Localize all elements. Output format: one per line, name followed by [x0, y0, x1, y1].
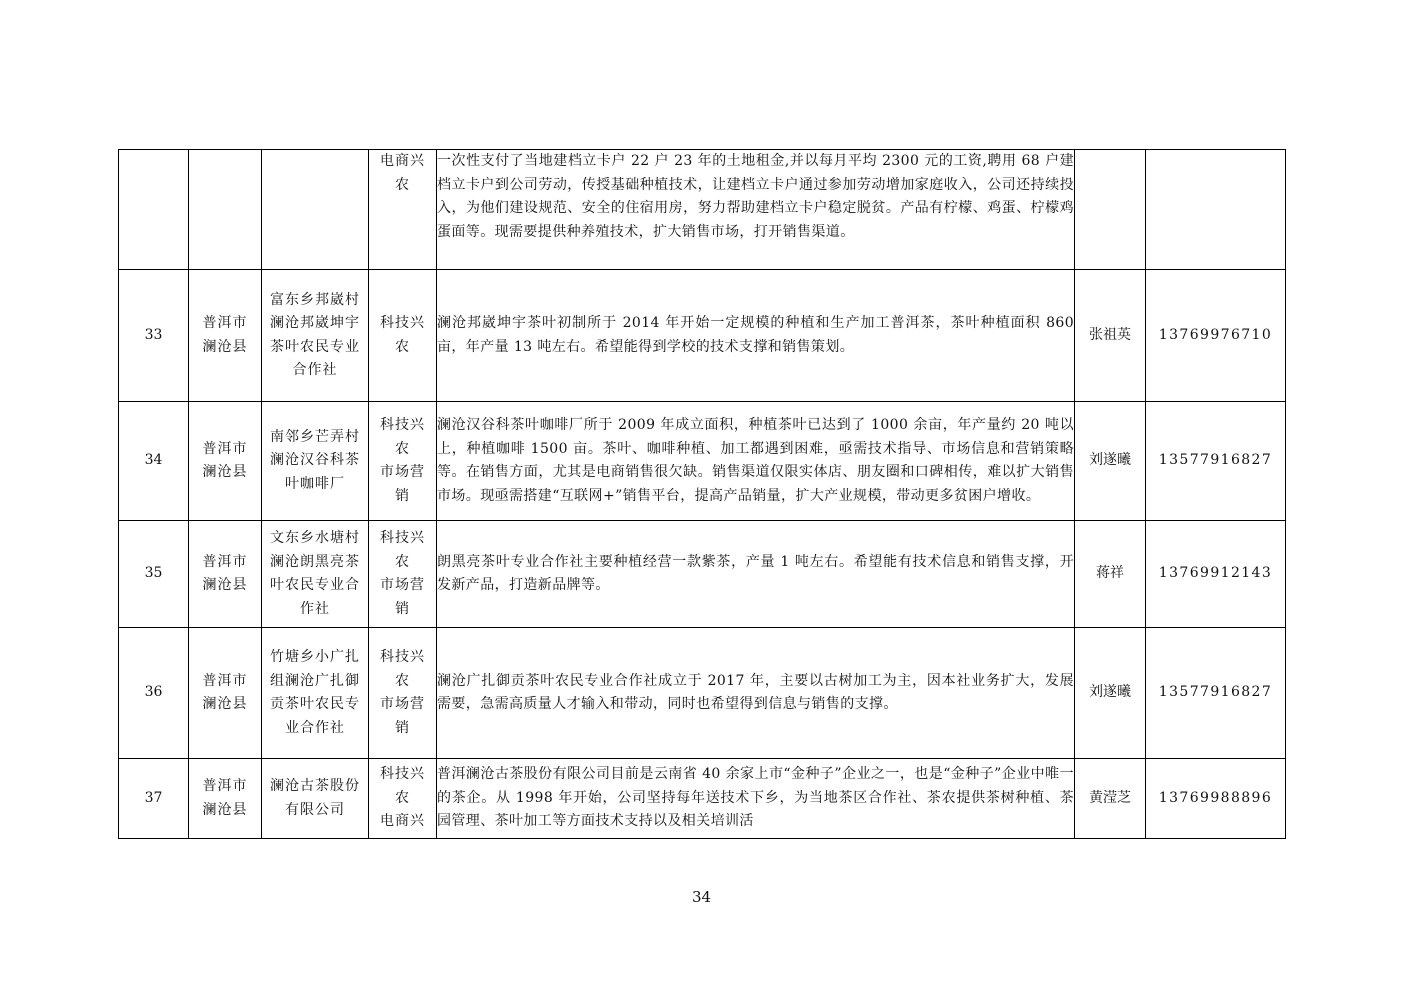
organization-cell [262, 150, 369, 270]
description-cell: 澜沧广扎御贡茶叶农民专业合作社成立于 2017 年，主要以古树加工为主，因本社业务扩大，发展需要，急需高质量人才输入和带动，同时也希望得到信息与销售的支撑。 [437, 628, 1075, 759]
contact-cell: 黄滢芝 [1075, 759, 1146, 839]
organization-cell: 澜沧古茶股份有限公司 [262, 759, 369, 839]
contact-cell: 张祖英 [1075, 270, 1146, 402]
region-cell: 普洱市澜沧县 [189, 759, 262, 839]
region-cell: 普洱市澜沧县 [189, 402, 262, 521]
contact-cell: 刘遂曦 [1075, 402, 1146, 521]
category-cell: 科技兴农 市场营销 [369, 628, 437, 759]
description-cell: 朗黑亮茶叶专业合作社主要种植经营一款紫茶，产量 1 吨左右。希望能有技术信息和销售支撑，开发新产品，打造新品牌等。 [437, 521, 1075, 628]
description-cell: 普洱澜沧古茶股份有限公司目前是云南省 40 余家上市“金种子”企业之一，也是“金种子”企业中唯一的茶企。从 1998 年开始，公司坚持每年送技术下乡，为当地茶区合作社、茶农提供茶树种植、茶园管理、茶叶加工等方面技术支持以及相关培训活 [437, 759, 1075, 839]
contact-cell [1075, 150, 1146, 270]
phone-cell: 13769912143 [1146, 521, 1286, 628]
page-number: 34 [691, 888, 712, 906]
phone-cell [1146, 150, 1286, 270]
project-table [118, 149, 1286, 839]
phone-cell: 13769988896 [1146, 759, 1286, 839]
region-cell: 普洱市澜沧县 [189, 521, 262, 628]
region-cell [189, 150, 262, 270]
table-row [119, 150, 1286, 270]
category-cell: 科技兴农 [369, 270, 437, 402]
phone-cell: 13577916827 [1146, 402, 1286, 521]
row-number: 33 [119, 270, 189, 402]
table-row [119, 521, 1286, 628]
row-number: 37 [119, 759, 189, 839]
row-number [119, 150, 189, 270]
row-number: 34 [119, 402, 189, 521]
description-cell: 一次性支付了当地建档立卡户 22 户 23 年的土地租金,并以每月平均 2300 元的工资,聘用 68 户建档立卡户到公司劳动，传授基础种植技术，让建档立卡户通过参加劳动增加家庭收入，公司还持续投入，为他们建设规范、安全的住宿用房，努力帮助建档立卡户稳定脱贫。产品有柠檬、鸡蛋、柠檬鸡蛋面等。现需要提供种养殖技术，扩大销售市场，打开销售渠道。 [437, 150, 1075, 270]
contact-cell: 蒋祥 [1075, 521, 1146, 628]
category-cell: 科技兴农 电商兴 [369, 759, 437, 839]
table-row [119, 759, 1286, 839]
category-cell: 科技兴农 市场营销 [369, 402, 437, 521]
table-row [119, 628, 1286, 759]
phone-cell: 13769976710 [1146, 270, 1286, 402]
table-row [119, 402, 1286, 521]
row-number: 35 [119, 521, 189, 628]
description-cell: 澜沧邦崴坤宇茶叶初制所于 2014 年开始一定规模的种植和生产加工普洱茶，茶叶种植面积 860 亩，年产量 13 吨左右。希望能得到学校的技术支撑和销售策划。 [437, 270, 1075, 402]
organization-cell: 南邻乡芒弄村澜沧汉谷科茶叶咖啡厂 [262, 402, 369, 521]
category-cell: 科技兴农 市场营销 [369, 521, 437, 628]
description-cell: 澜沧汉谷科茶叶咖啡厂所于 2009 年成立面积，种植茶叶已达到了 1000 余亩，年产量约 20 吨以上，种植咖啡 1500 亩。茶叶、咖啡种植、加工都遇到困难，亟需技术指导、市场信息和营销策略等。在销售方面，尤其是电商销售很欠缺。销售渠道仅限实体店、朋友圈和口碑相传，难以扩大销售市场。现亟需搭建“互联网+”销售平台，提高产品销量，扩大产业规模，带动更多贫困户增收。 [437, 402, 1075, 521]
contact-cell: 刘遂曦 [1075, 628, 1146, 759]
region-cell: 普洱市澜沧县 [189, 628, 262, 759]
table-row [119, 270, 1286, 402]
category-cell: 电商兴农 [369, 150, 437, 270]
organization-cell: 文东乡水塘村澜沧朗黑亮茶叶农民专业合作社 [262, 521, 369, 628]
phone-cell: 13577916827 [1146, 628, 1286, 759]
organization-cell: 富东乡邦崴村澜沧邦崴坤宇茶叶农民专业合作社 [262, 270, 369, 402]
organization-cell: 竹塘乡小广扎组澜沧广扎御贡茶叶农民专业合作社 [262, 628, 369, 759]
row-number: 36 [119, 628, 189, 759]
region-cell: 普洱市澜沧县 [189, 270, 262, 402]
